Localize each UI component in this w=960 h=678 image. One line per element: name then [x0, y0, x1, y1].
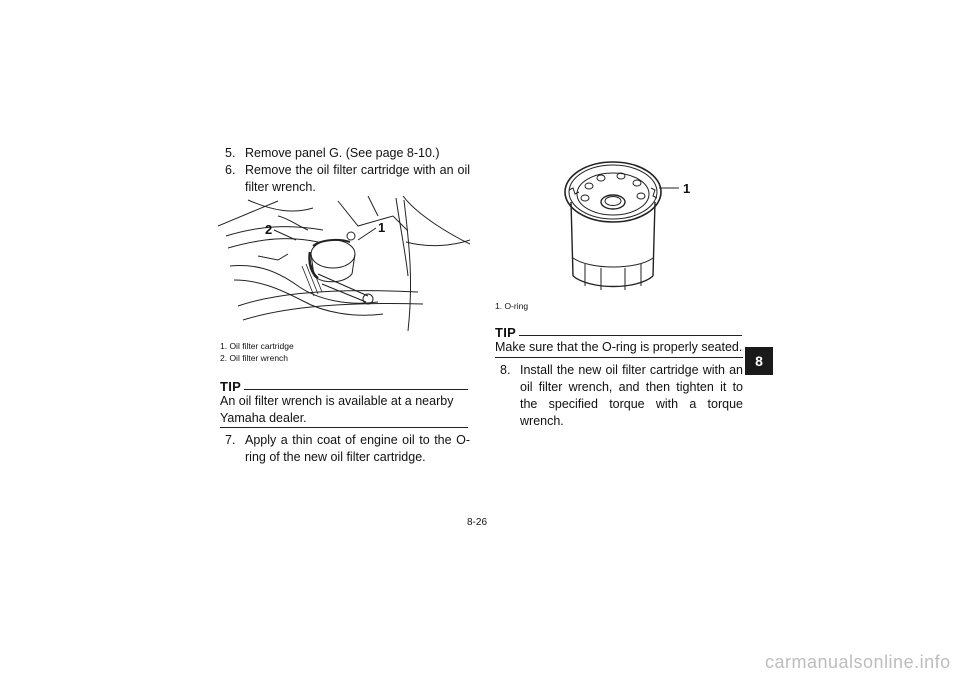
tip-end-rule	[220, 427, 468, 428]
step-7	[225, 432, 470, 466]
step-number: 7.	[225, 433, 236, 447]
tip-end-rule	[495, 357, 743, 358]
step-5	[225, 145, 468, 162]
oil-filter-cartridge-illustration	[555, 150, 705, 295]
step-text: Install the new oil filter cartridge with an oil filter wrench, and then tighten it to the specified torque with a torque wrench.	[520, 363, 743, 428]
step-8	[500, 362, 743, 430]
watermark: carmanualsonline.info	[765, 652, 951, 672]
tip-heading: TIP	[495, 325, 517, 340]
tip-rule	[519, 335, 742, 336]
figure-callout-1: 1	[378, 220, 386, 235]
step-text: Apply a thin coat of engine oil to the O-ring of the new oil filter cartridge.	[245, 433, 470, 464]
step-number: 5.	[225, 146, 236, 160]
tip-body: An oil filter wrench is available at a nearby Yamaha dealer.	[220, 394, 454, 425]
figure-caption-1: 1. Oil filter cartridge	[220, 341, 294, 351]
step-text: Remove panel G. (See page 8-10.)	[245, 146, 440, 160]
step-number: 6.	[225, 163, 236, 177]
page-number: 8-26	[467, 517, 488, 528]
step-6	[225, 162, 470, 196]
tip-heading: TIP	[220, 379, 242, 394]
step-text: Remove the oil filter cartridge with an oil filter wrench.	[245, 163, 470, 194]
figure-caption-o-ring: 1. O-ring	[495, 301, 529, 311]
figure-caption-2: 2. Oil filter wrench	[220, 353, 289, 363]
figure-callout-2: 2	[265, 222, 273, 237]
tip-body: Make sure that the O-ring is properly seated.	[495, 340, 743, 354]
step-number: 8.	[500, 363, 511, 377]
section-tab: 8	[745, 347, 773, 375]
engine-illustration	[218, 196, 470, 336]
tip-rule	[244, 389, 468, 390]
figure-callout-1: 1	[683, 181, 691, 196]
oil-filter-drawing	[555, 150, 705, 295]
oil-filter-wrench-illustration	[218, 196, 470, 336]
